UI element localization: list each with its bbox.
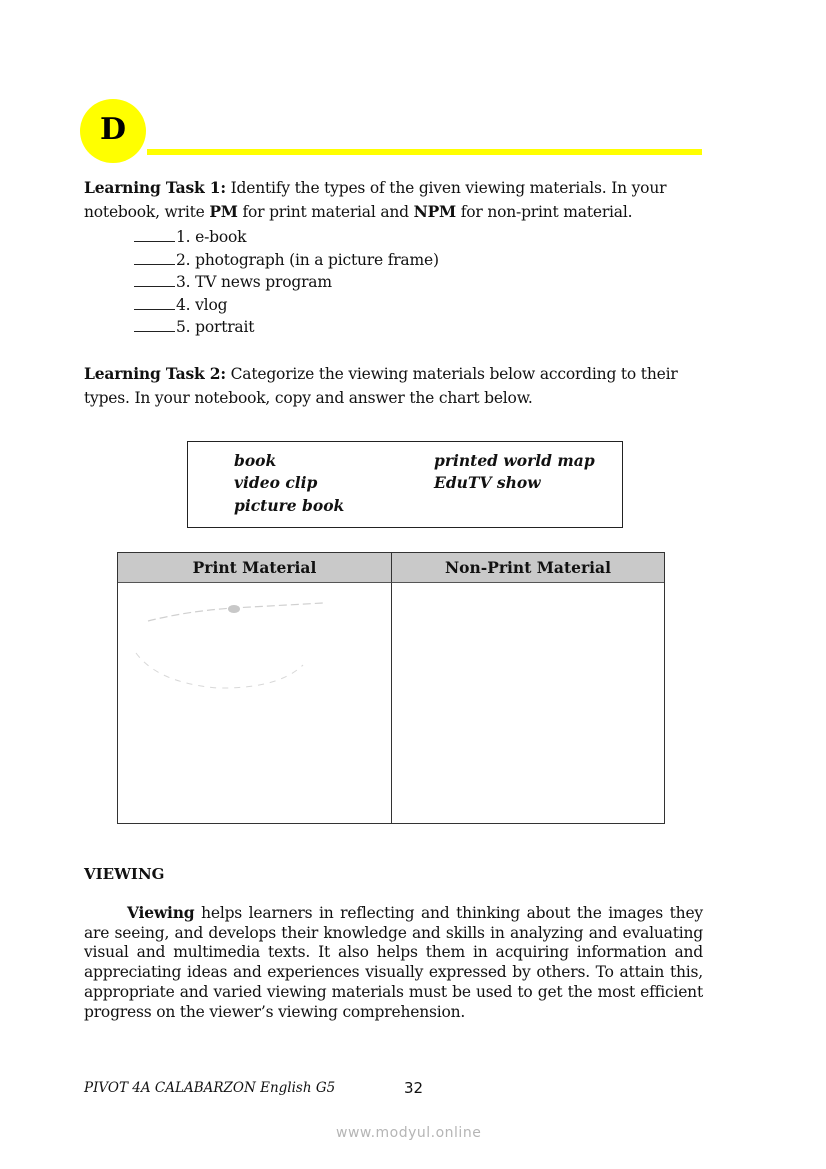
categorization-chart bbox=[117, 552, 665, 824]
print-material-cell bbox=[118, 583, 392, 823]
watermark: www.modyul.online bbox=[336, 1125, 482, 1141]
task-2-label: Learning Task 2: bbox=[84, 364, 226, 383]
faint-scan-artifact bbox=[118, 583, 392, 823]
task-1-item-list bbox=[134, 226, 439, 339]
task-1-label: Learning Task 1: bbox=[84, 178, 226, 197]
page-number: 32 bbox=[404, 1079, 424, 1097]
column-header-non-print: Non-Print Material bbox=[392, 553, 664, 583]
viewing-bold-term: Viewing bbox=[127, 903, 195, 922]
word-bank-item: EduTV show bbox=[434, 473, 541, 492]
pm-code: PM bbox=[209, 202, 238, 221]
viewing-paragraph: Viewing helps learners in reflecting and thinking about the images they are seeing, and develops their knowledge and skills in analyzing and evaluating visual and multimedia texts. It also helps them in acquiring information and appreciating ideas and experiences visually expressed by others. To attain this, appropriate and varied viewing materials must be used to get the most efficient progress on the viewer’s viewing comprehension. bbox=[84, 903, 703, 1021]
section-badge bbox=[80, 99, 146, 163]
non-print-material-cell bbox=[392, 583, 664, 823]
list-item: 4. vlog bbox=[134, 294, 439, 317]
word-bank-item: book bbox=[234, 451, 277, 470]
answer-blank bbox=[134, 295, 175, 310]
word-bank-box bbox=[187, 441, 623, 528]
npm-code: NPM bbox=[413, 202, 456, 221]
section-divider bbox=[147, 149, 702, 155]
learning-task-1-instructions: Learning Task 1: Identify the types of the given viewing materials. In your notebook, write PM for print material and NPM for non-print material. bbox=[84, 178, 667, 221]
learning-task-2-instructions: Learning Task 2: Categorize the viewing materials below according to their types. In your notebook, copy and answer the chart below. bbox=[84, 364, 678, 407]
word-bank-item: video clip bbox=[234, 473, 318, 492]
list-item: 3. TV news program bbox=[134, 271, 439, 294]
section-letter: D bbox=[99, 112, 126, 147]
word-bank-item: picture book bbox=[234, 496, 345, 515]
answer-blank bbox=[134, 317, 175, 332]
list-item: 2. photograph (in a picture frame) bbox=[134, 249, 439, 272]
answer-blank bbox=[134, 250, 175, 265]
footer-source: PIVOT 4A CALABARZON English G5 bbox=[84, 1080, 336, 1096]
list-item: 1. e-book bbox=[134, 226, 439, 249]
word-bank-item: printed world map bbox=[434, 451, 595, 470]
section-heading-viewing: VIEWING bbox=[84, 865, 165, 883]
answer-blank bbox=[134, 272, 175, 287]
list-item: 5. portrait bbox=[134, 316, 439, 339]
answer-blank bbox=[134, 227, 175, 242]
column-header-print: Print Material bbox=[118, 553, 392, 583]
